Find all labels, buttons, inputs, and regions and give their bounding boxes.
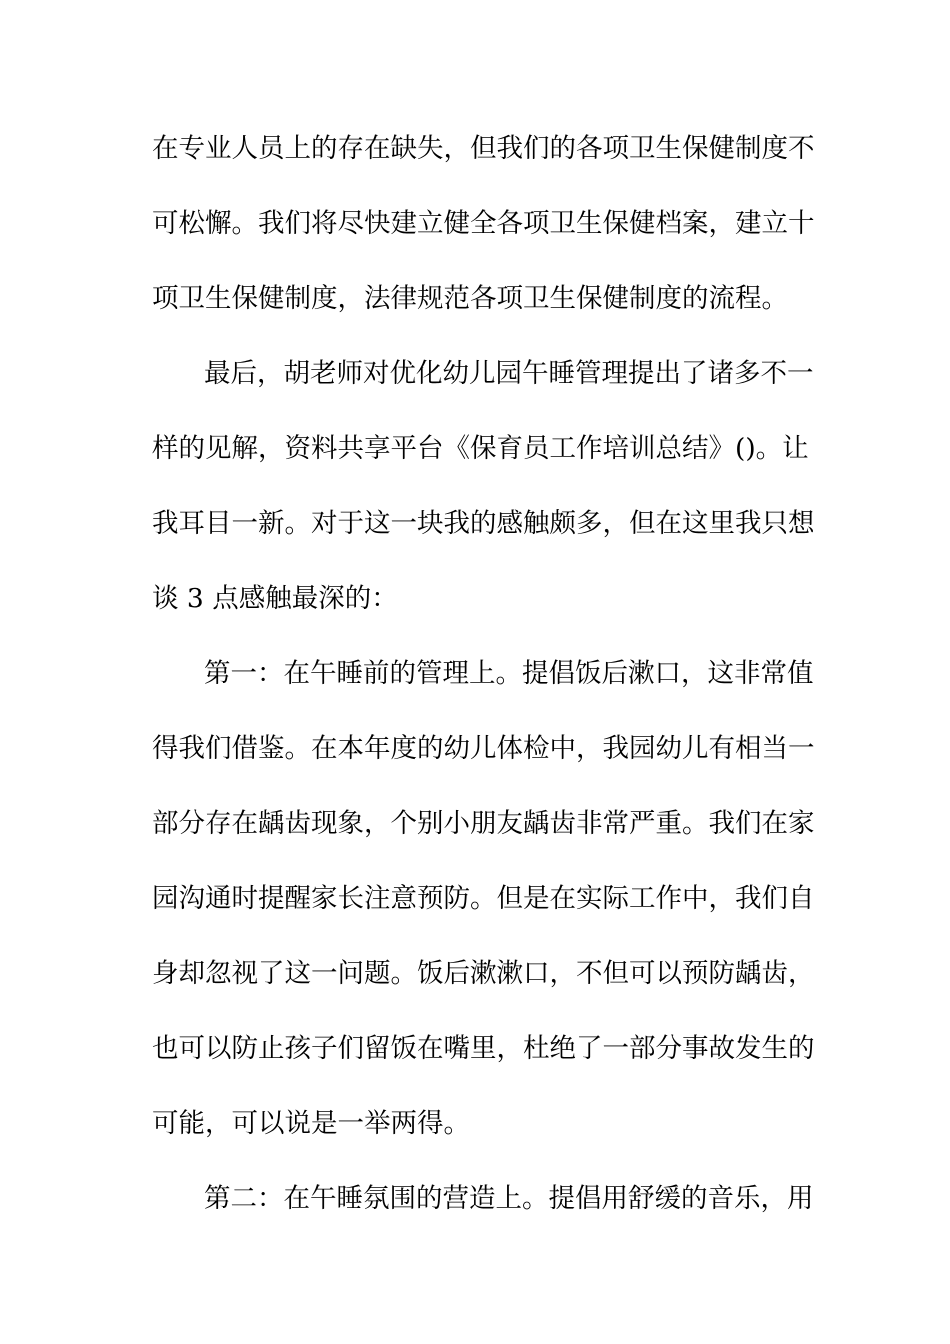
paragraph-line: 第二：在午睡氛围的营造上。提倡用舒缓的音乐，用 <box>204 1183 814 1214</box>
paragraph-line: 样的见解，资料共享平台《保育员工作培训总结》()。让 <box>152 433 809 464</box>
paragraph-line: 部分存在龋齿现象，个别小朋友龋齿非常严重。我们在家 <box>152 808 815 839</box>
paragraph-line: 谈 3 点感触最深的： <box>152 583 398 614</box>
paragraph-line: 也可以防止孩子们留饭在嘴里，杜绝了一部分事故发生的 <box>152 1033 815 1064</box>
paragraph-line: 在专业人员上的存在缺失，但我们的各项卫生保健制度不 <box>152 133 815 164</box>
paragraph-line: 我耳目一新。对于这一块我的感触颇多，但在这里我只想 <box>152 508 815 539</box>
paragraph-line: 身却忽视了这一问题。饭后漱漱口，不但可以预防龋齿， <box>152 958 815 989</box>
paragraph-line: 第一：在午睡前的管理上。提倡饭后漱口，这非常值 <box>204 658 814 689</box>
paragraph-line: 可松懈。我们将尽快建立健全各项卫生保健档案，建立十 <box>152 208 815 239</box>
paragraph-line: 可能，可以说是一举两得。 <box>152 1108 470 1139</box>
paragraph-line: 项卫生保健制度，法律规范各项卫生保健制度的流程。 <box>152 283 788 314</box>
paragraph-line: 园沟通时提醒家长注意预防。但是在实际工作中，我们自 <box>152 883 815 914</box>
paragraph-line: 得我们借鉴。在本年度的幼儿体检中，我园幼儿有相当一 <box>152 733 815 764</box>
paragraph-line: 最后，胡老师对优化幼儿园午睡管理提出了诸多不一 <box>204 358 814 389</box>
